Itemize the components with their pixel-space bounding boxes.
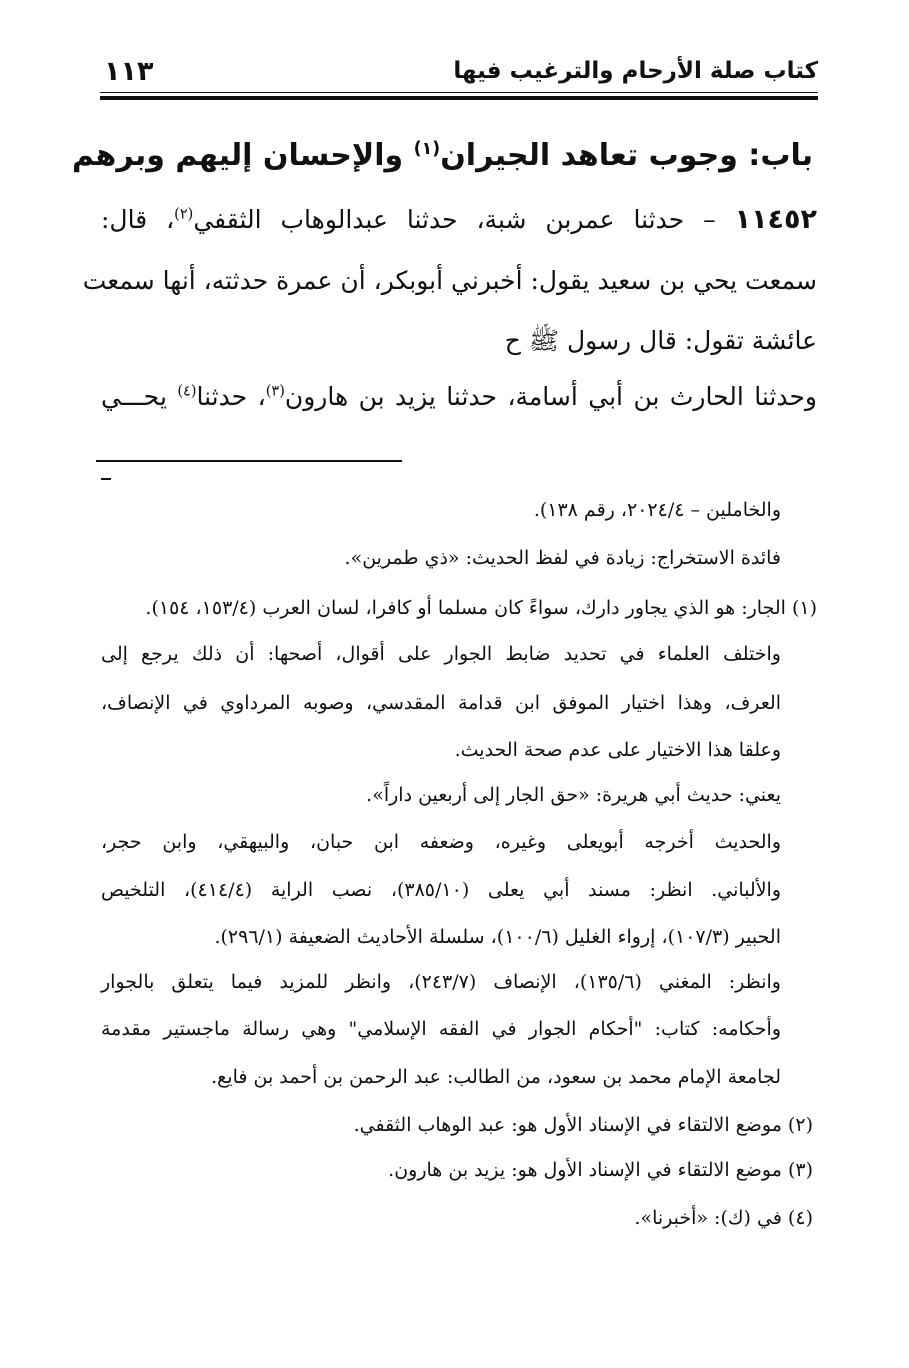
footnote-ref: (٣)	[265, 383, 285, 400]
footnote-continued-line: فائدة الاستخراج: زيادة في لفظ الحديث: «ذي طمرين».	[344, 547, 781, 569]
footnote-ref: (١)	[413, 139, 441, 159]
hadith-text: يحـــي	[101, 382, 178, 411]
footnote-4: (٤) في (ك): «أخبرنا».	[634, 1207, 813, 1229]
footnote-ref: (٤)	[177, 383, 197, 400]
footnote-ref: (٢)	[174, 206, 194, 223]
footnote-1-line: العرف، وهذا اختيار الموفق ابن قدامة المقدسي، وصوبه المرداوي في الإنصاف،	[101, 692, 781, 714]
hadith-line-4	[101, 377, 817, 417]
running-header	[100, 48, 818, 98]
footnote-1-line: وانظر: المغني (١٣٥/٦)، الإنصاف (٢٤٣/٧)، وانظر للمزيد فيما يتعلق بالجوار	[101, 971, 781, 993]
footnote-1-line: (١) الجار: هو الذي يجاور دارك، سواءً كان مسلما أو كافرا، لسان العرب (١٥٣/٤، ١٥٤).	[145, 597, 817, 619]
book-title: كتاب صلة الأرحام والترغيب فيها	[453, 58, 818, 84]
footnote-1-line: واختلف العلماء في تحديد ضابط الجوار على أقوال، أصحها: أن ذلك يرجع إلى	[101, 643, 781, 665]
hadith-text: – حدثنا عمربن شبة، حدثنا عبدالوهاب الثقفي	[193, 205, 735, 234]
hadith-line-3: عائشة تقول: قال رسول ﷺ ح	[504, 326, 817, 355]
footnote-1-line: والحديث أخرجه أبويعلى وغيره، وضعفه ابن حبان، والبيهقي، وابن حجر،	[101, 831, 781, 853]
footnote-continued-line: والخاملين – ٢٠٢٤/٤، رقم ١٣٨).	[533, 499, 781, 521]
footnote-1-line: لجامعة الإمام محمد بن سعود، من الطالب: عبد الرحمن بن أحمد بن فايع.	[211, 1066, 781, 1088]
hadith-line-2: سمعت يحي بن سعيد يقول: أخبرني أبوبكر، أن عمرة حدثته، أنها سمعت	[82, 266, 817, 295]
hadith-line-1	[101, 200, 817, 240]
footnote-separator	[96, 460, 402, 462]
chapter-title-part2: والإحسان إليهم وبرهم	[72, 138, 414, 173]
hadith-text: ، قال:	[101, 205, 175, 234]
page-number: ١١٣	[104, 56, 154, 87]
header-rule-thin	[100, 92, 818, 93]
footnote-1-line: والألباني. انظر: مسند أبي يعلى (٣٨٥/١٠)، نصب الراية (٤١٤/٤)، التلخيص	[101, 879, 782, 901]
hadith-text: ، حدثنا	[196, 382, 266, 411]
footnote-3: (٣) موضع الالتقاء في الإسناد الأول هو: يزيد بن هارون.	[388, 1159, 813, 1181]
hadith-text: وحدثنا الحارث بن أبي أسامة، حدثنا يزيد بن هارون	[284, 382, 818, 411]
footnote-1-line: وعلقا هذا الاختيار على عدم صحة الحديث.	[454, 739, 781, 761]
footnote-1-line: وأحكامه: كتاب: "أحكام الجوار في الفقه الإسلامي" وهي رسالة ماجستير مقدمة	[101, 1018, 781, 1040]
hadith-number: ١١٤٥٢	[734, 204, 817, 235]
footnote-1-line: الحبير (١٠٧/٣)، إرواء الغليل (١٠٠/٦)، سلسلة الأحاديث الضعيفة (٢٩٦/١).	[214, 926, 781, 948]
header-rule-thick	[100, 96, 818, 100]
footnote-1-line: يعني: حديث أبي هريرة: «حق الجار إلى أربعين داراً».	[366, 784, 781, 806]
chapter-label: باب	[760, 138, 813, 173]
chapter-title	[72, 138, 813, 173]
footnote-dash	[101, 478, 111, 480]
footnote-2: (٢) موضع الالتقاء في الإسناد الأول هو: عبد الوهاب الثقفي.	[353, 1114, 813, 1136]
chapter-title-part1: : وجوب تعاهد الجيران	[440, 138, 761, 173]
